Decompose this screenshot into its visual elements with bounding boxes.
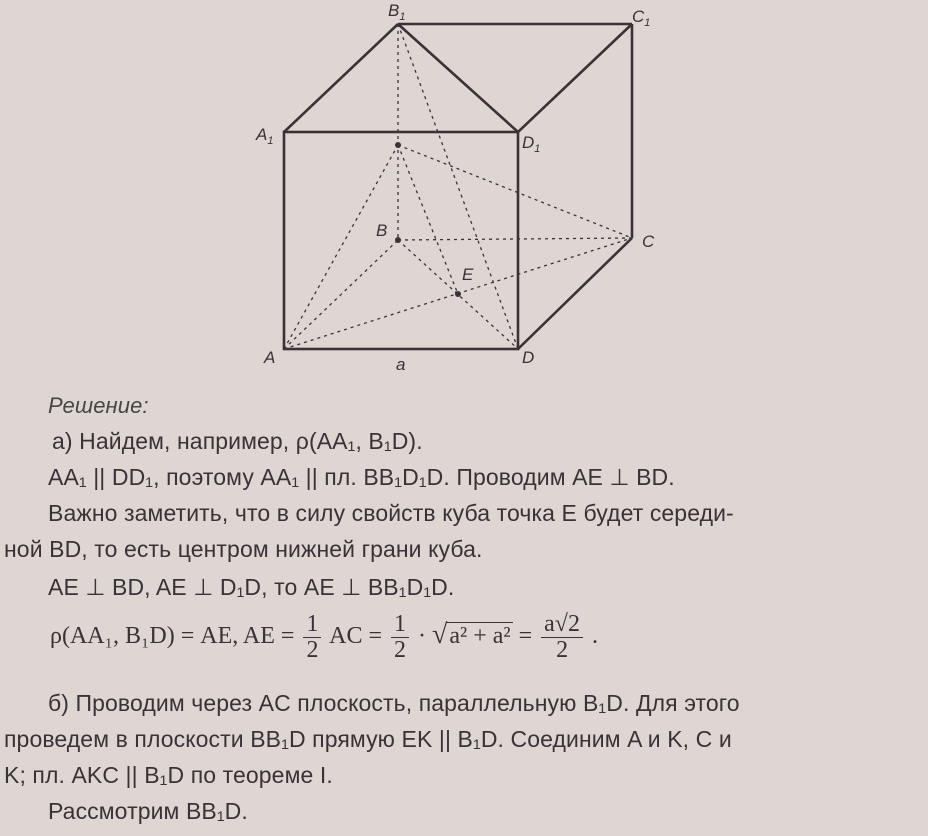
label-a: A bbox=[264, 348, 276, 367]
hidden-a-b bbox=[284, 240, 398, 349]
label-b1: $B_1$ bbox=[388, 1, 406, 23]
cube-points bbox=[395, 142, 461, 297]
hidden-k-e bbox=[398, 145, 458, 294]
diagonal-b1-d1 bbox=[398, 24, 518, 132]
solution-midpoint-line-1: Важно заметить, что в силу свойств куба точка E будет середи- bbox=[48, 500, 734, 526]
hidden-a-k bbox=[284, 145, 398, 349]
label-e: E bbox=[462, 265, 474, 284]
hidden-k-c bbox=[398, 145, 632, 238]
edge-d1-c1 bbox=[518, 24, 632, 132]
solution-perpendicular-line: AE ⊥ BD, AE ⊥ D₁D, то AE ⊥ BB₁D₁D. bbox=[48, 574, 455, 600]
cube-diagram bbox=[0, 0, 928, 380]
label-edge-a: a bbox=[396, 355, 406, 374]
label-d: D bbox=[522, 348, 535, 367]
distance-formula bbox=[50, 612, 598, 663]
formula-ac: AC = bbox=[329, 623, 382, 650]
fraction-result bbox=[541, 612, 583, 663]
vertex-labels bbox=[255, 1, 655, 374]
fraction-half-1-den: 2 bbox=[306, 637, 319, 664]
label-c: C bbox=[642, 232, 655, 251]
sqrt-body: a² + a² bbox=[449, 623, 511, 650]
solution-part-b-line-1: б) Проводим через AC плоскость, параллельную B₁D. Для этого bbox=[48, 690, 740, 716]
point-b bbox=[395, 237, 401, 243]
solution-consider-line: Рассмотрим BB₁D. bbox=[48, 798, 248, 824]
edge-a1-b1 bbox=[284, 24, 398, 132]
solution-part-a-intro: а) Найдем, например, ρ(AA₁, B₁D). bbox=[52, 428, 423, 454]
solution-part-b-line-2: проведем в плоскости BB₁D прямую EK || B₁D. Соединим A и K, C и bbox=[4, 726, 732, 752]
fraction-half-2-num: 1 bbox=[391, 612, 409, 638]
fraction-result-num: a√2 bbox=[541, 612, 583, 638]
hidden-b-c bbox=[398, 238, 632, 240]
fraction-half-2 bbox=[391, 612, 409, 663]
fraction-result-den: 2 bbox=[556, 637, 569, 664]
edge-d-c bbox=[518, 238, 632, 349]
solution-midpoint-line-2: ной BD, то есть центром нижней грани куба. bbox=[4, 536, 483, 562]
label-d1: $D_1$ bbox=[522, 133, 541, 155]
formula-end: . bbox=[591, 623, 598, 650]
sqrt-sign: √ bbox=[432, 619, 448, 651]
solution-parallel-line: AA₁ || DD₁, поэтому AA₁ || пл. BB₁D₁D. Проводим AE ⊥ BD. bbox=[48, 464, 675, 490]
fraction-half-2-den: 2 bbox=[394, 637, 406, 664]
label-a1: $A_1$ bbox=[256, 125, 274, 147]
formula-left: ρ(AA₁, B₁D) = AE, AE = bbox=[50, 623, 295, 650]
formula-eq: = bbox=[518, 623, 533, 650]
solution-part-b-line-3: K; пл. AKC || B₁D по теореме I. bbox=[4, 762, 333, 788]
fraction-half-1-num: 1 bbox=[303, 612, 321, 638]
solution-heading: Решение: bbox=[48, 393, 149, 418]
hidden-b1-d bbox=[398, 24, 518, 349]
label-c1: $C_1$ bbox=[632, 7, 651, 29]
fraction-half-1 bbox=[303, 612, 321, 663]
cube-solid-edges bbox=[284, 24, 632, 349]
label-b: B bbox=[376, 221, 388, 240]
formula-dot: · bbox=[418, 623, 426, 650]
point-k bbox=[395, 142, 401, 148]
point-e bbox=[455, 291, 461, 297]
